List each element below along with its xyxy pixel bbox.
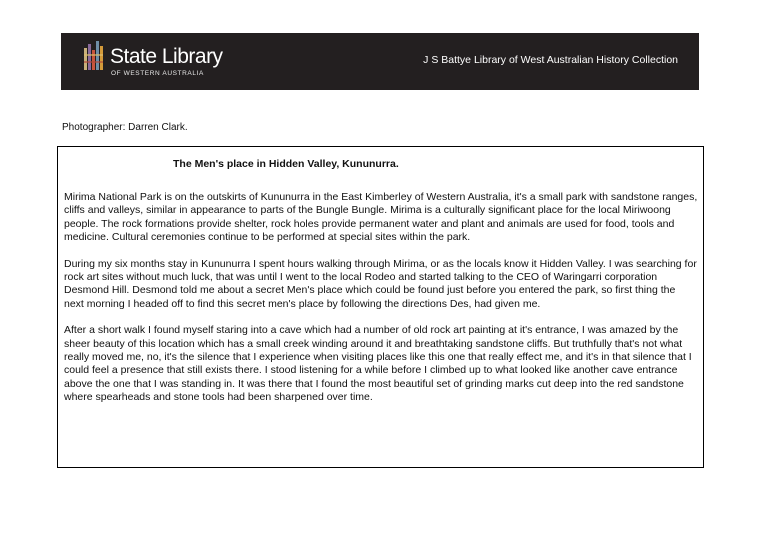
story-paragraph: Mirima National Park is on the outskirts of Kununurra in the East Kimberley of Western Australia, it's a small park with sandstone ranges, cliffs and valleys, similar in appearance to parts of the Bungle Bungle. Mirima is a culturally significant place for the local Miriwoong people. The rock formations provide shelter, rock holes provide permanent water and plant and animals are used for food, tools and medicine. Cultural ceremonies continue to be performed at special sites within the park. xyxy=(64,191,698,244)
story-paragraph: After a short walk I found myself staring into a cave which had a number of old rock art painting at it's entrance, I was amazed by the sheer beauty of this location which has a small creek winding around it and breathtaking sandstone cliffs. But truthfully that's not what really moved me, no, it's the silence that I experience when visiting places like this one that really effect me, and it's in that silence that I could feel a presence that still exists there. I stood listening for a while before I climbed up to what looked like another cave entrance above the one that I was standing in. It was there that I found the most beautiful set of grinding marks cut deep into the red sandstone where spearheads and stone tools had been sharpened over time. xyxy=(64,324,692,404)
state-library-logo xyxy=(83,41,253,83)
header-banner xyxy=(61,33,699,90)
story-box xyxy=(57,146,704,468)
photographer-credit: Photographer: Darren Clark. xyxy=(62,122,188,133)
logo-subtitle: OF WESTERN AUSTRALIA xyxy=(111,70,204,77)
logo-title: State Library xyxy=(110,45,223,68)
collection-name: J S Battye Library of West Australian History Collection xyxy=(423,54,678,66)
story-paragraph: During my six months stay in Kununurra I spent hours walking through Mirima, or as the locals know it Hidden Valley. I was searching for rock art sites without much luck, that was until I went to the local Rodeo and started talking to the CEO of Waringarri corporation Desmond Hill. Desmond told me about a secret Men's place which could be found just before you entered the park, so first thing the next morning I headed off to find this secret men's place by following the directions Des, had given me. xyxy=(64,257,697,310)
books-icon xyxy=(83,41,107,71)
story-title: The Men's place in Hidden Valley, Kununurra. xyxy=(173,158,399,170)
